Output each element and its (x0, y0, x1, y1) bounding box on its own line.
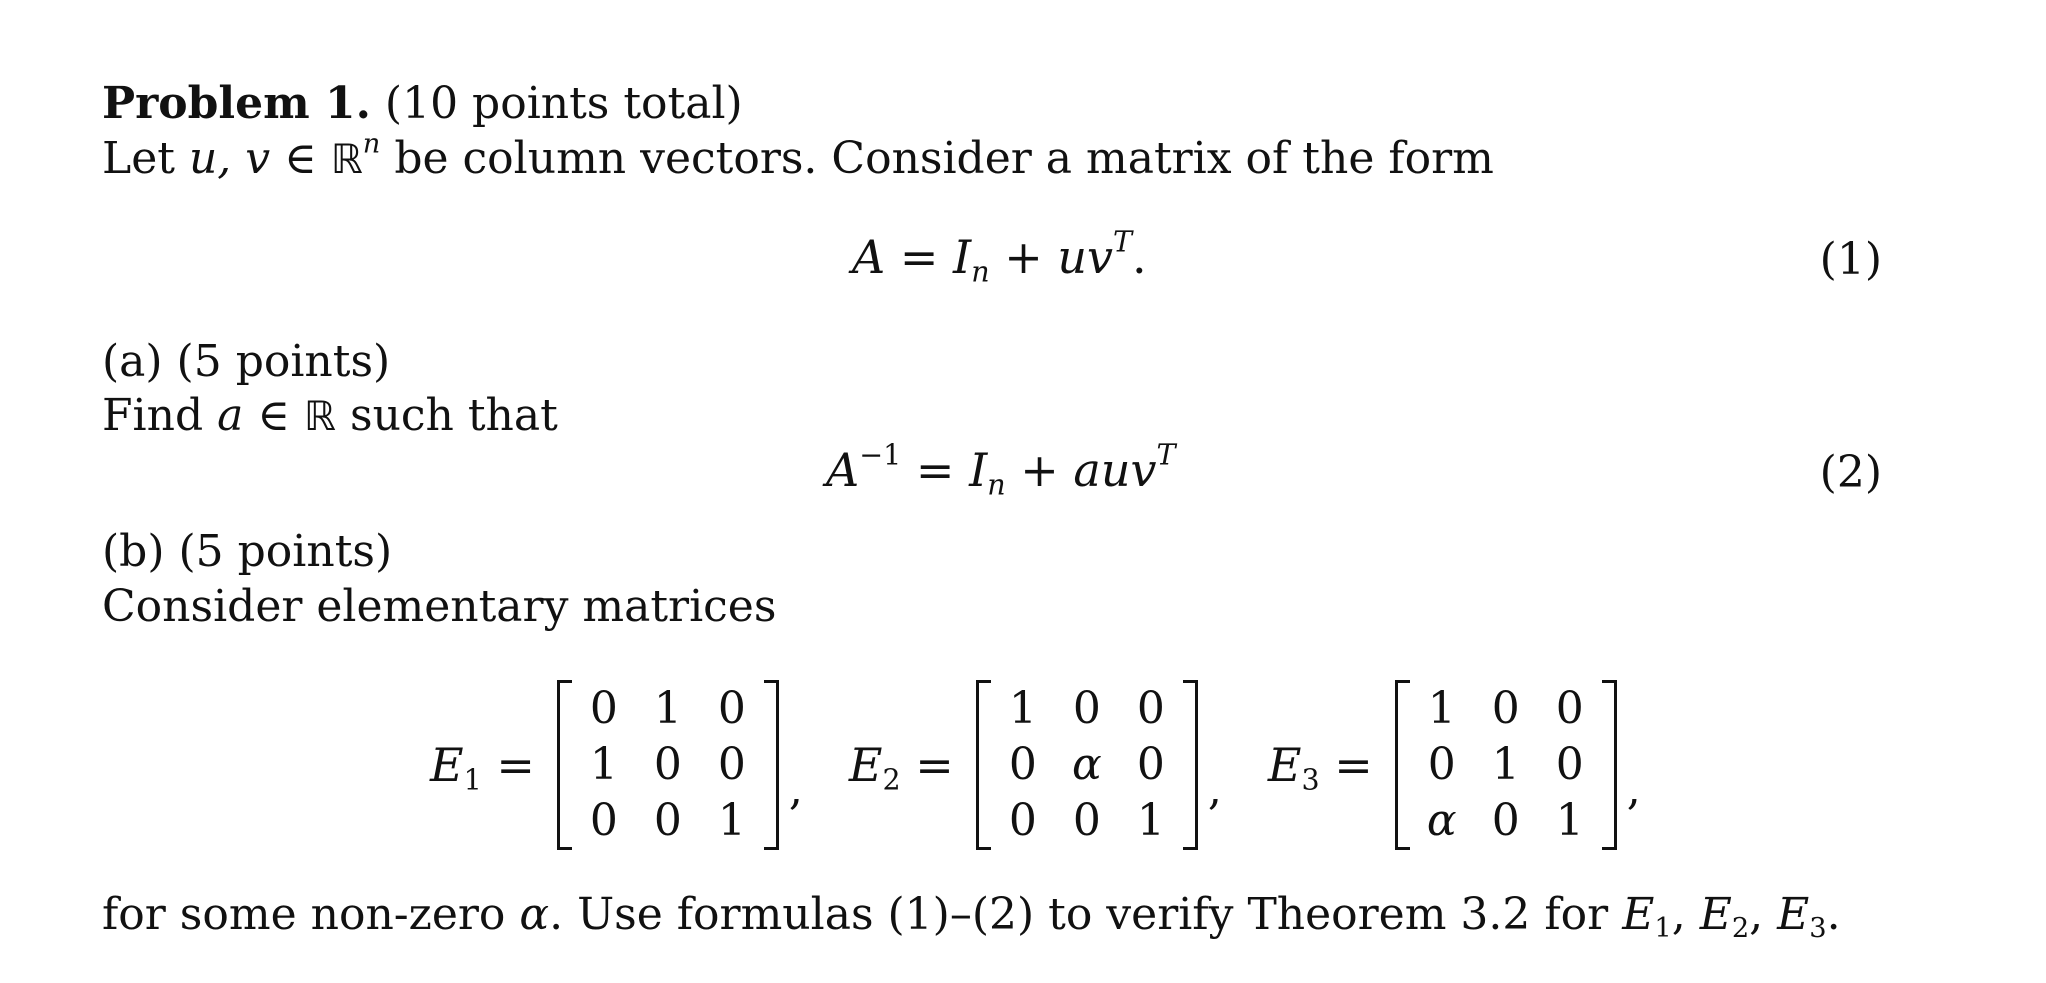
equation-2-number: (2) (1819, 447, 1882, 498)
final-e1: E (1622, 889, 1655, 940)
problem-heading (102, 78, 743, 129)
matrix-e2 (976, 680, 1198, 850)
matrix-cell: 1 (1008, 682, 1037, 734)
matrix-cell: 0 (717, 738, 746, 790)
matrix-cell: 0 (1136, 738, 1165, 790)
matrix-cell: α (1071, 738, 1102, 790)
final-sep-1: , (1671, 889, 1686, 940)
final-sep-2: , (1749, 889, 1764, 940)
matrix-e3-label: $E_3$ = (1267, 738, 1373, 797)
eq1-A: A (852, 230, 886, 284)
eq2-sub: n (987, 468, 1006, 502)
part-a-reals: ℝ (303, 392, 336, 440)
problem-intro (102, 128, 1494, 184)
problem-title: Problem 1. (102, 78, 371, 129)
matrix-e3-comma: , (1626, 763, 1641, 815)
matrix-cell: 0 (653, 738, 682, 790)
elementary-matrices (430, 680, 1687, 850)
matrix-cell: 1 (1427, 682, 1456, 734)
matrix-e1-label: $E_1$ = (430, 738, 535, 797)
eq1-equals: = (899, 230, 939, 284)
matrix-cell: 0 (1008, 794, 1037, 846)
final-pre: for some non-zero (102, 889, 506, 940)
matrix-e1 (557, 680, 779, 850)
eq1-T: T (1113, 225, 1133, 259)
final-e3-sub: 3 (1809, 913, 1827, 945)
matrix-cell: 0 (1491, 682, 1520, 734)
eq1-uv: uv (1057, 230, 1113, 284)
eq2-plus: + (1020, 443, 1059, 497)
intro-reals: ℝ (330, 135, 363, 183)
matrix-e2-label: $E_2$ = (848, 738, 954, 797)
eq1-sub: n (971, 255, 990, 289)
part-a-heading: (a) (5 points) (102, 336, 391, 387)
final-end: . (1826, 889, 1841, 940)
final-instruction (102, 889, 1841, 945)
matrix-cell: 1 (1491, 738, 1520, 790)
matrix-cell: 1 (1136, 794, 1165, 846)
part-a-find: Find (102, 390, 204, 441)
matrix-cell: 0 (1555, 682, 1584, 734)
part-a-rest: such that (349, 390, 558, 441)
matrix-cell: 0 (1136, 682, 1165, 734)
equation-2 (826, 438, 1176, 502)
matrix-cell: 0 (653, 794, 682, 846)
eq2-equals: = (915, 443, 955, 497)
part-b-text: Consider elementary matrices (102, 581, 777, 632)
final-e2-sub: 2 (1731, 913, 1750, 945)
matrix-cell: 1 (653, 682, 682, 734)
eq2-auv: auv (1073, 443, 1157, 497)
intro-let: Let (102, 133, 175, 184)
eq2-T: T (1156, 438, 1176, 472)
equation-1-number: (1) (1819, 234, 1882, 285)
matrix-cell: 0 (1491, 794, 1520, 846)
problem-points: (10 points total) (384, 78, 743, 129)
final-e2: E (1699, 889, 1732, 940)
final-mid: . Use formulas (1)–(2) to verify Theorem 3.2 for (549, 889, 1609, 940)
part-a-text (102, 390, 558, 441)
eq1-plus: + (1004, 230, 1043, 284)
matrix-e2-comma: , (1207, 763, 1222, 815)
matrix-cell: 1 (589, 738, 618, 790)
final-alpha: α (519, 889, 550, 940)
matrix-cell: 0 (1008, 738, 1037, 790)
intro-dim: n (362, 128, 381, 160)
eq1-end: . (1132, 230, 1147, 284)
eq2-I: I (969, 443, 988, 497)
final-e3: E (1777, 889, 1810, 940)
equation-1 (852, 225, 1147, 289)
intro-rest: be column vectors. Consider a matrix of the form (394, 133, 1494, 184)
eq1-I: I (953, 230, 972, 284)
eq2-A: A (826, 443, 860, 497)
intro-vars: u, v (188, 133, 271, 184)
matrix-cell: 1 (1555, 794, 1584, 846)
matrix-cell: 0 (1072, 794, 1101, 846)
matrix-cell: 0 (1427, 738, 1456, 790)
matrix-e1-comma: , (788, 763, 803, 815)
matrix-e3 (1395, 680, 1617, 850)
part-a-var: a (217, 390, 244, 441)
part-b-heading: (b) (5 points) (102, 526, 393, 577)
matrix-cell: α (1426, 794, 1457, 846)
matrix-cell: 0 (1555, 738, 1584, 790)
matrix-cell: 0 (589, 682, 618, 734)
eq2-exp: −1 (859, 438, 902, 472)
intro-in-symbol: ∈ (284, 133, 317, 184)
matrix-cell: 0 (1072, 682, 1101, 734)
matrix-cell: 0 (717, 682, 746, 734)
matrix-cell: 0 (589, 794, 618, 846)
matrix-cell: 1 (717, 794, 746, 846)
part-a-in: ∈ (257, 390, 290, 441)
final-e1-sub: 1 (1654, 913, 1672, 945)
